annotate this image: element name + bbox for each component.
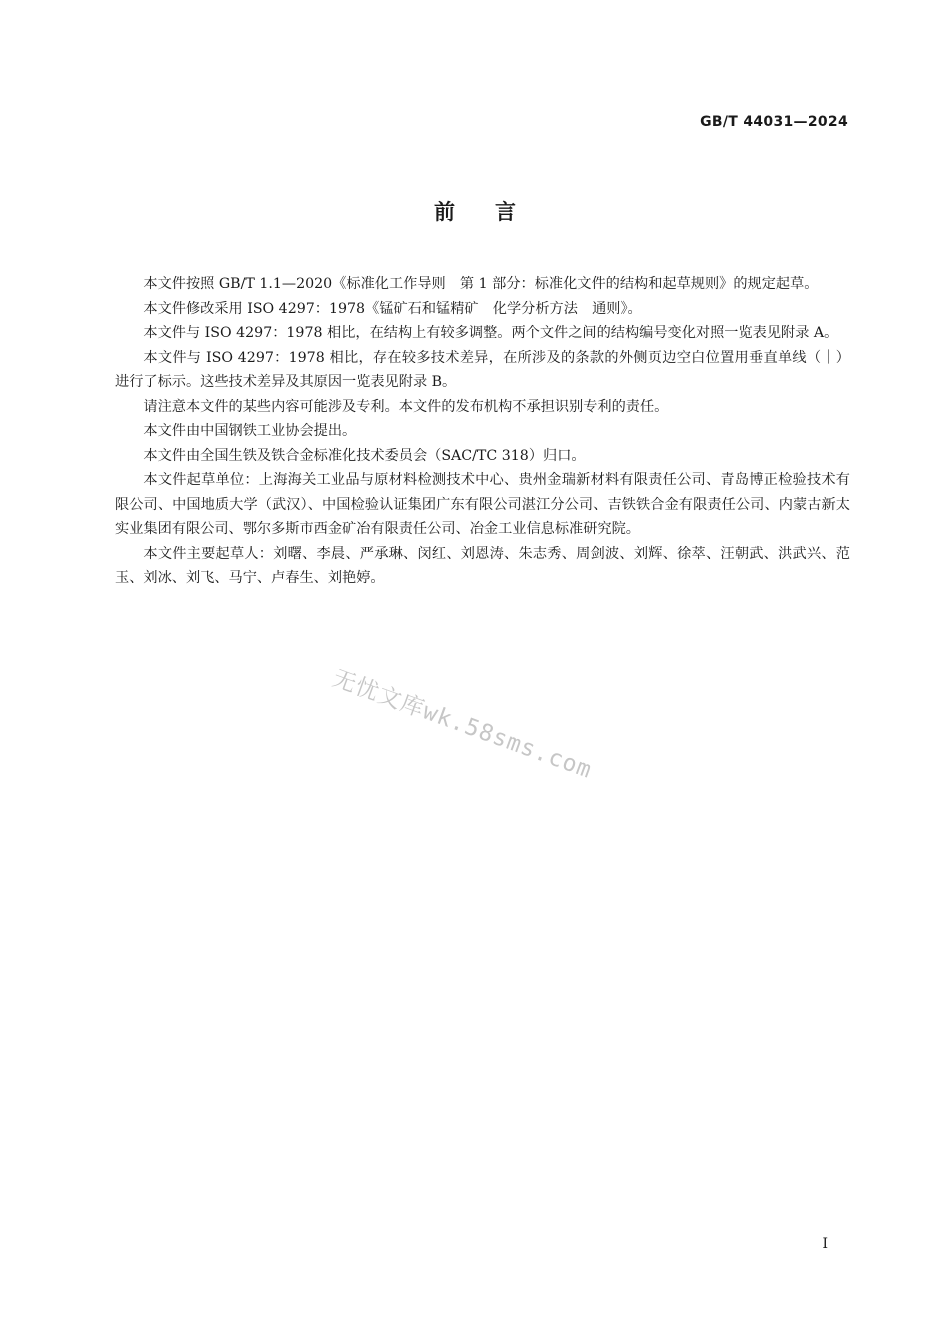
- standard-number: GB/T 44031—2024: [700, 114, 848, 130]
- paragraph-proposed-by: 本文件由中国钢铁工业协会提出。: [143, 423, 357, 439]
- paragraph-technical-deviations: 本文件与 ISO 4297：1978 相比，存在较多技术差异，在所涉及的条款的外侧页边空白位置用垂直单线（｜）进行了标示。这些技术差异及其原因一览表见附录 B。: [115, 349, 850, 390]
- paragraph-structure-changes: 本文件与 ISO 4297：1978 相比，在结构上有较多调整。两个文件之间的结构编号变化对照一览表见附录 A。: [143, 325, 839, 341]
- paragraph-drafting-organizations: 本文件起草单位：上海海关工业品与原材料检测技术中心、贵州金瑞新材料有限责任公司、青岛博正检验技术有限公司、中国地质大学（武汉）、中国检验认证集团广东有限公司湛江分公司、吉铁铁合金有限责任公司、内蒙古新太实业集团有限公司、鄂尔多斯市西金矿冶有限责任公司、冶金工业信息标准研究院。: [115, 472, 850, 537]
- paragraph-adoption: 本文件修改采用 ISO 4297：1978《锰矿石和锰精矿 化学分析方法 通则》。: [143, 300, 642, 317]
- watermark: 无忧文库wk.58sms.com: [329, 665, 596, 784]
- paragraph-principal-drafters: 本文件主要起草人：刘曙、李晨、严承琳、闵红、刘恩涛、朱志秀、周剑波、刘辉、徐萃、汪朝武、洪武兴、范玉、刘冰、刘飞、马宁、卢春生、刘艳婷。: [115, 545, 850, 586]
- paragraph-managed-by: 本文件由全国生铁及铁合金标准化技术委员会（SAC/TC 318）归口。: [143, 447, 586, 464]
- page-title: 前言: [434, 200, 556, 224]
- paragraph-drafting-rules: 本文件按照 GB/T 1.1—2020《标准化工作导则 第 1 部分：标准化文件的结构和起草规则》的规定起草。: [143, 276, 819, 292]
- page-number: I: [822, 1236, 828, 1252]
- paragraph-patent-notice: 请注意本文件的某些内容可能涉及专利。本文件的发布机构不承担识别专利的责任。: [143, 398, 669, 415]
- foreword-body: [115, 272, 850, 591]
